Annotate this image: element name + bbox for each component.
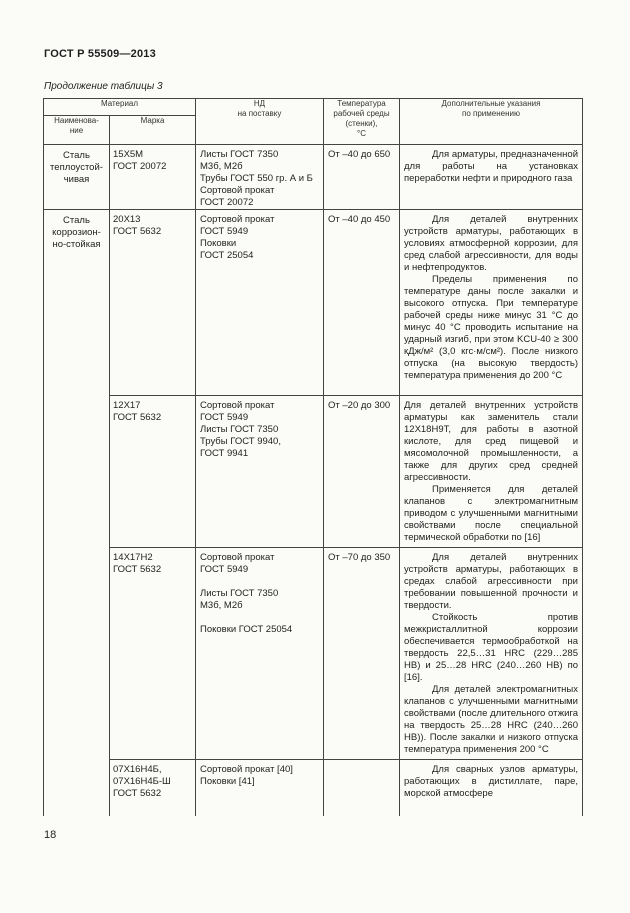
nd-cell: Листы ГОСТ 7350 М3б, М2б Трубы ГОСТ 550 гр. А и Б Сортовой прокат ГОСТ 20072 [196, 145, 324, 210]
notes-cell: Для арматуры, предназначенной для работы на установках переработки нефти и природного газа [400, 145, 583, 210]
header-grade: Марка [110, 116, 196, 145]
grade-cell: 20Х13 ГОСТ 5632 [110, 210, 196, 396]
temperature-cell: От –20 до 300 [324, 396, 400, 548]
material-name-cell: Сталь коррозион- но-стойкая [44, 210, 110, 816]
header-material: Материал [44, 99, 196, 116]
grade-cell: 12Х17 ГОСТ 5632 [110, 396, 196, 548]
document-title: ГОСТ Р 55509—2013 [44, 48, 156, 60]
nd-cell: Сортовой прокат [40] Поковки [41] [196, 760, 324, 816]
table-row [44, 396, 583, 548]
notes-cell: Для деталей внутренних устройств арматуры как заменитель стали 12Х18Н9Т, для работы в азотной кислоте, для сред пищевой и мясомолочной промышленности, а также для других сред средней агрессивности. Применяется для деталей клапанов с электромагнитным приводом с улучшенными магнитными свойствами после специальной термической обработки по [16] [400, 396, 583, 548]
grade-cell: 14Х17Н2 ГОСТ 5632 [110, 548, 196, 760]
page-number: 18 [44, 829, 57, 841]
header-notes: Дополнительные указания по применению [400, 99, 583, 145]
nd-cell: Сортовой прокат ГОСТ 5949 Листы ГОСТ 7350 Трубы ГОСТ 9940, ГОСТ 9941 [196, 396, 324, 548]
grade-cell: 07Х16Н4Б, 07Х16Н4Б-Ш ГОСТ 5632 [110, 760, 196, 816]
header-nd: НД на поставку [196, 99, 324, 145]
material-name-cell: Сталь теплоустой- чивая [44, 145, 110, 210]
notes-cell: Для сварных узлов арматуры, работающих в дистиллате, паре, морской атмосфере [400, 760, 583, 816]
notes-cell: Для деталей внутренних устройств арматуры, работающих в средах слабой агрессивности при требовании повышенной прочности и твердости. Стойкость против межкристаллитной коррозии обеспечивается термообработкой на твердость 22,5…31 HRC (229…285 HB) и 25…28 HRC (240…260 HB) по [16]. Для деталей электромагнитных клапанов с улучшенными магнитными свойствами (после длительного отжига на твердость 25…28 HRC (240…260 HB)). После закалки и низкого отпуска температура применения 200 °С [400, 548, 583, 760]
table-row [44, 210, 583, 396]
temperature-cell: От –40 до 450 [324, 210, 400, 396]
nd-cell: Сортовой прокат ГОСТ 5949 Поковки ГОСТ 25054 [196, 210, 324, 396]
table-row [44, 760, 583, 816]
temperature-cell [324, 760, 400, 816]
notes-cell: Для деталей внутренних устройств арматуры, работающих в условиях атмосферной коррозии, для сред слабой агрессивности, для воды и нефтепродуктов. Пределы применения по температуре даны после закалки и высокого отпуска. При температуре рабочей среды ниже минус 31 °С до минус 40 °С проводить испытание на ударный изгиб, при этом KCU-40 ≥ 300 кДж/м² (3,0 кгс·м/см²). После низкого отпуска (на высокую твердость) температура применения до 200 °С [400, 210, 583, 396]
header-temperature: Температура рабочей среды (стенки), °C [324, 99, 400, 145]
table-continuation-caption: Продолжение таблицы 3 [44, 81, 163, 92]
table-row [44, 145, 583, 210]
temperature-cell: От –70 до 350 [324, 548, 400, 760]
table-row [44, 548, 583, 760]
nd-cell: Сортовой прокат ГОСТ 5949 Листы ГОСТ 7350 М3б, М2б Поковки ГОСТ 25054 [196, 548, 324, 760]
header-name: Наименова- ние [44, 116, 110, 145]
grade-cell: 15Х5М ГОСТ 20072 [110, 145, 196, 210]
temperature-cell: От –40 до 650 [324, 145, 400, 210]
materials-table [43, 98, 583, 816]
